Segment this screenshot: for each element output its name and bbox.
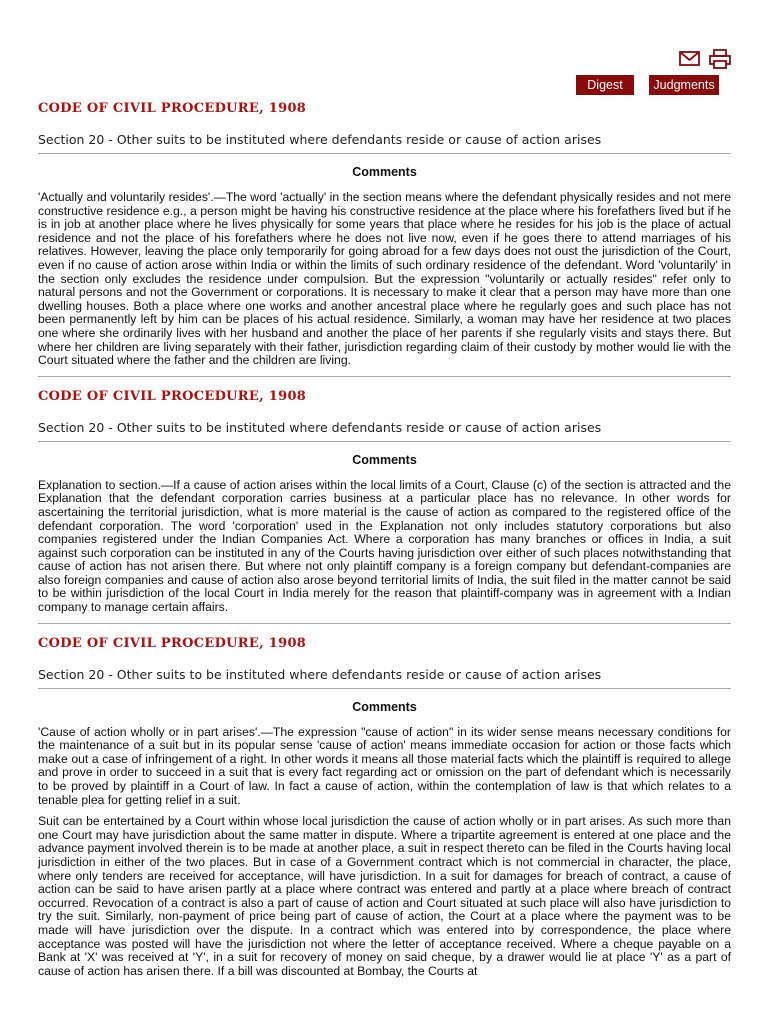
toolbar [0,48,768,98]
printer-icon[interactable] [708,48,732,70]
main-content [38,98,731,990]
comments-heading: Comments [352,699,417,714]
comment-block [38,636,731,979]
judgments-button[interactable]: Judgments [649,75,719,95]
divider [38,623,731,624]
comment-paragraph: Suit can be entertained by a Court within whose local jurisdiction the cause of action wholly or in part arises. As such more than one Court may have jurisdiction about the same matter in dispute. Where a tripartite agreement is entered at one place and the advance payment involved therein is to be made at another place, a suit in respect thereto can be filed in the Courts having local jurisdiction in either of the two places. But in case of a Government contract which is not commercial in character, the place, where only tenders are received for acceptance, will have jurisdiction. In a suit for damages for breach of contract, a cause of action can be said to have arisen partly at a place where contract was entered and partly at a place where breach of contract occurred. Revocation of a contract is also a part of cause of action and Court situated at such place will also have jurisdiction to try the suit. Similarly, non-payment of price being part of cause of action, the Court at a place where the payment was to be made will have jurisdiction over the dispute. In a contract which was entered into by correspondence, the place where acceptance was posted will have the jurisdiction not where the letter of acceptance received. Where a cheque payable on a Bank at 'X' was received at 'Y', in a suit for recovery of money on said cheque, by a drawer would lie at place 'Y' as a part of cause of action has arisen there. If a bill was discounted at Bombay, the Courts at [38,814,731,978]
divider [38,688,731,689]
section-title[interactable]: Section 20 - Other suits to be instituted where defendants reside or cause of action arises [38,419,602,435]
comment-paragraph: 'Actually and voluntarily resides'.—The word 'actually' in the section means where the defendant physically resides and not mere constructive residence e.g., a person might be having his constructive residence at the place where his forefathers lived but if he is in job at another place where he lives physically for some years that place where he resides for his job is the place of actual residence and not the place of his forefathers where he does not live now, even if he goes there to attend marriages of his relatives. However, leaving the place only temporarily for going abroad for a few days does not oust the jurisdiction of the Court, even if no cause of action arose within India or within the limits of such ordinary residence of the defendant. Word 'voluntarily' in the section only excludes the residence under compulsion. But the expression "voluntarily or actually resides" refer only to natural persons and not the Government or corporations. It is necessary to make it clear that a person may have more than one dwelling houses. Both a place where one works and another ancestral place where he regularly goes and such place has not been permanently left by him can be places of his actual residence. Similarly, a woman may have her residence at two places one where she ordinarily lives with her husband and another the place of her parents if she regularly visits and stays there. But where her children are living separately with their father, jurisdiction regarding claim of their custody by mother would lie with the Court situated where the father and the children are living. [38,190,731,368]
code-title[interactable]: CODE OF CIVIL PROCEDURE, 1908 [38,388,307,404]
comment-paragraph: Explanation to section.—If a cause of action arises within the local limits of a Court, Clause (c) of the section is attracted and the Explanation that the defendant corporation carries business at a particular place has no relevance. In other words for ascertaining the territorial jurisdiction, what is more material is the cause of action as compared to the registered office of the defendant corporation. The word 'corporation' used in the Explanation not only includes statutory corporations but also companies registered under the Indian Companies Act. Where a corporation has many branches or offices in India, a suit against such corporation can be instituted in any of the Courts having jurisdiction over either of such places notwithstanding that cause of action has not arisen there. But where not only plaintiff company is a foreign company but defendant-companies are also foreign companies and cause of action also arose beyond territorial limits of India, the suit filed in the matter cannot be said to be within jurisdiction of the local Court in India merely for the reason that plaintiff-company was in agreement with a Indian company to manage certain affairs. [38,477,731,615]
comment-block [38,389,731,624]
divider [38,153,731,154]
code-title[interactable]: CODE OF CIVIL PROCEDURE, 1908 [38,101,307,116]
section-title[interactable]: Section 20 - Other suits to be instituted where defendants reside or cause of action arises [38,666,602,682]
digest-button[interactable]: Digest [576,75,634,95]
comments-heading: Comments [352,165,417,179]
code-title[interactable]: CODE OF CIVIL PROCEDURE, 1908 [38,635,307,651]
divider [38,441,731,442]
divider [38,376,731,377]
comments-heading: Comments [352,452,417,467]
mail-icon[interactable] [678,48,702,70]
comment-block [38,101,731,377]
section-title[interactable]: Section 20 - Other suits to be instituted where defendants reside or cause of action arises [38,132,602,147]
comment-paragraph: 'Cause of action wholly or in part arises'.—The expression "cause of action" in its wider sense means necessary conditions for the maintenance of a suit but in its popular sense 'cause of action' means immediate occasion for action or those facts which make out a case of infringement of a right. In other words it means all those material facts which the plaintiff is required to allege and prove in order to succeed in a suit that is every fact regarding act or omission on the part of defendant which is necessarily to be proved by plaintiff in a Court of law. In fact a cause of action, within the contemplation of law is that which relates to a tenable plea for getting relief in a suit. [38,724,731,807]
